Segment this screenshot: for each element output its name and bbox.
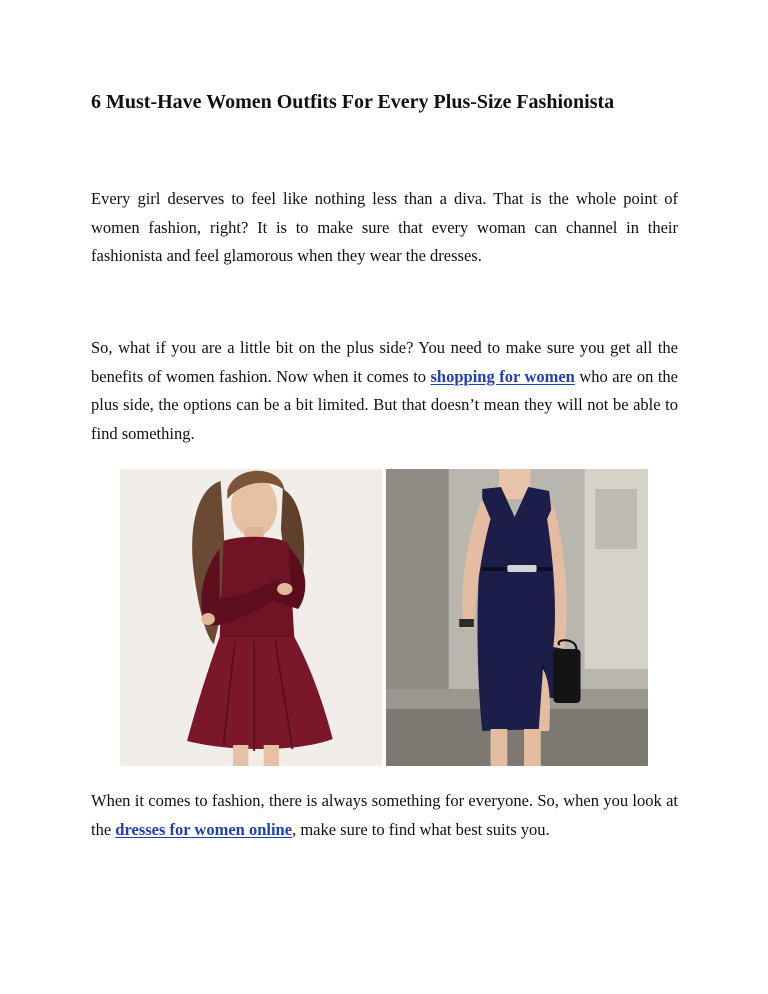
closing-paragraph (91, 787, 678, 844)
article-title: 6 Must-Have Women Outfits For Every Plus-Size Fashionista (91, 91, 615, 113)
burgundy-dress-photo (120, 469, 383, 766)
intro-paragraph: Every girl deserves to feel like nothing less than a diva. That is the whole point of women fashion, right? It is to make sure that every woman can channel in their fashionista and feel glamorous when they wear the dresses. (91, 189, 678, 265)
shopping-for-women-link[interactable]: shopping for women (430, 366, 575, 386)
navy-dress-photo (386, 469, 649, 766)
paragraph-text-end: , make sure to find what best suits you. (292, 819, 550, 839)
dresses-for-women-online-link[interactable]: dresses for women online (115, 819, 293, 839)
plus-size-paragraph (91, 334, 678, 448)
paragraph-text-end: who are on the plus side, the options can be a bit limited. But that doesn’t mean they will not be able to find something. (91, 366, 678, 443)
paragraph-text-start: So, what if you are a little bit on the plus side? You need to make sure you get all the benefits of women fashion. Now when it comes to (91, 338, 678, 386)
paragraph-text-start: When it comes to fashion, there is always something for everyone. So, when you look at the (91, 791, 678, 839)
outfit-images (120, 469, 648, 766)
